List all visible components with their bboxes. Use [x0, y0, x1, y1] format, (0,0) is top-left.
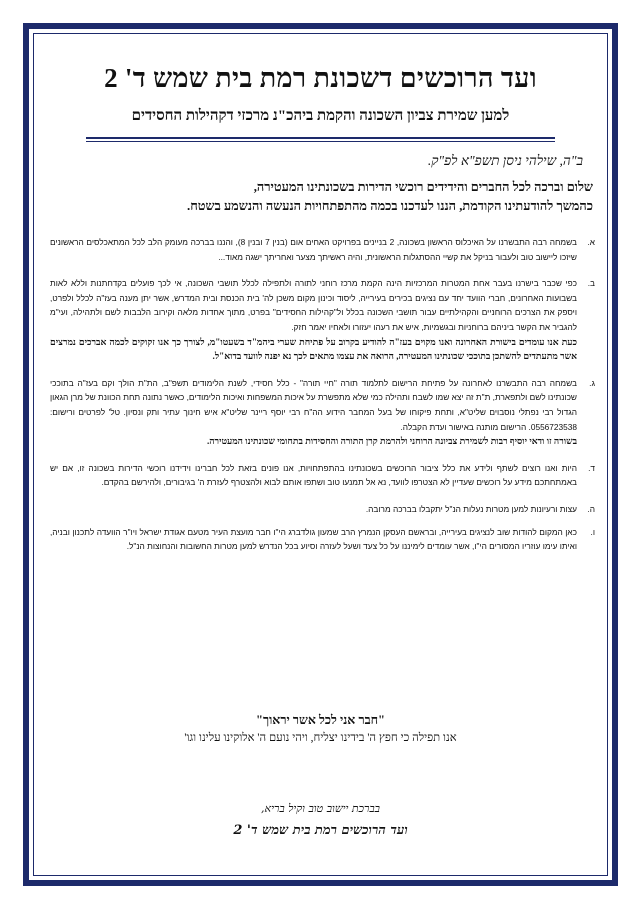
list-item [50, 235, 599, 264]
item-letter: ב. [587, 278, 595, 289]
item-paragraph: בשמחה רבה התבשרנו לאחרונה על פתיחת הרישום לתלמוד תורה "חיי תורה" - כלל חסידי, לשנת הלימודים תשפ"ב, הת"ת הולך וקם בעז"ה בתוככי שכונתינו לשם ולתפארת, ת"ת זה יצא שמו לשבח ותהילה כמי שלא מתפשרת על איכות המשפחות ואיכות הלימודים, כאשר נתונה תחת הכוונת של מרן הגאון הגדול רבי נפתלי נוסבוים שליט"א, ותחת פיקוחו של בעל המחבר הידוע הה"ח רבי יוסף ריינר שליט"א איש חינוך עתיר ותק ונסיון. טל' לפרטים ורישום: 0556723538. הרישום מותנה באישור ועדת הקבלה. [50, 377, 577, 432]
closing [40, 711, 601, 747]
list-item [50, 276, 599, 364]
item-paragraph: בשמחה רבה התבשרנו על האיכלוס הראשון בשכונה, 2 בניינים בפרויקט האחים אום (בנין 7 ובנין 8), והננו בברכה מעומק הלב לכל המתאכלסים הראשונים שיזכו ליישוב טוב ולעבור בניקל את קשיי ההסתגלות הראשונית, והיה ראשיתך מצער ואחריתך ישגה מאוד... [50, 237, 577, 262]
greeting-line-2: כהמשך להודעתינו הקודמת, הננו לעדכנו בכמה מהתפתחויות הנעשה והנשמע בשטח. [187, 199, 593, 213]
divider-thin [86, 141, 555, 142]
item-letter: ה. [587, 503, 595, 514]
signature-blessing: בברכת יישוב טוב וקיל בריא, [261, 802, 380, 815]
list-item [50, 461, 599, 490]
item-paragraph: כפי שכבר בישרנו בעבר אחת המטרות המרכזיות הינה הקמת מרכז רוחני לתורה ולתפילה לכלל תושבי השכונה, אי לכך פועלים בקדחתנות וללא לאות בשבועות האחרונים, חברי הוועד יחד עם נציגים בכירים בעירייה, ליסוד וכינון מקום משכן לה' בית הכנסת ובית המדרש, אשר יתן מענה בעז"ה לכלל ולפרט, ויספק את הצרכים הרוחניים והקהילתיים עבור תושבי השכונה בכלל ול"קהילות החסידים" בפרט, מתוך אחדות מלאה וקירוב הלבבות לשם ולתהילה, ועי"מ להגביר את הקשר ביניהם ברוחניות ובגשמיות, איש את רעהו יעזורו ולאחיו יאמר חזק. [50, 278, 577, 332]
page-title: ועד הרוכשים דשכונת רמת בית שמש ד' 2 [104, 63, 537, 93]
divider-thick [86, 137, 555, 139]
item-paragraph: עצות ורעיונות למען מטרות נעלות הנ"ל יתקבלו בברכה מרובה. [365, 503, 577, 514]
greeting [48, 178, 593, 216]
item-letter: ו. [590, 526, 595, 537]
letter-page [40, 38, 601, 870]
item-letter: ד. [588, 462, 595, 473]
list-item [50, 502, 599, 517]
item-letter: א. [587, 237, 595, 247]
signature [40, 800, 601, 844]
page-subtitle: למען שמירת צביון השכונה והקמת ביהכ"נ מרכזי דקהילות החסידים [131, 108, 510, 124]
item-paragraph: כאן המקום להודות שוב לנציגים בעירייה, ובראשם העסקן הנמרץ הרב שמעון גולדברג הי"ו חבר מועצת העיר מטעם אגודת ישראל ויו"ר הוועדה לתכנון ובניה, ואיתו עימו עוזריו המסורים הי"ו, אשר עומדים לימיננו על כל צעד ושעל לעזרה וסיוע בכל הנדרש למען מטרות החשובות והנחוצות הנ"ל. [50, 526, 577, 552]
list-item [50, 376, 599, 449]
item-paragraph-bold: כעת אנו עומדים בישורת האחרונה ואנו מקוים בעז"ה להודיע בקרוב על פתיחת שערי ביהמ"ד בשעטו"מ, לצורך כך אנו זקוקים לכמה אברכים נמרצים אשר מתעתדים להשתכן בתוככי שכונתינו המעטירה, הרואה את עצמו מתאים לכך נא יפנה לוועד בדוא"ל. [50, 336, 577, 362]
letter-date: ב"ה, שילהי ניסן תשפ"א לפ"ק. [427, 153, 583, 168]
closing-quote: "חבר אני לכל אשר יראוך" [256, 713, 385, 727]
item-paragraph-bold: בשורה זו ודאי יוסיף רבות לשמירת צביונה הרוחני ולהרמת קרן התורה והחסידות בתחומי שכונתינו המעטירה. [206, 436, 577, 447]
greeting-line-1: שלום וברכה לכל החברים והידידים רוכשי הדירות בשכונתינו המעטירה, [253, 180, 593, 194]
closing-prayer: אנו תפילה כי חפץ ה' בידינו יצליח, ויהי נועם ה' אלוקינו עלינו וגו' [184, 732, 457, 744]
item-paragraph: היות ואנו רוצים לשתף ולידע את כלל ציבור הרוכשים בשכונתינו בהתפתחויות, אנו פונים בזאת לכל חברינו וידידנו רוכשי הדירות בשכונה זו, אם יש באמתחתכם מידע על רוכשים שעדיין לא הצטרפו לוועד, נא אל תמנעו טוב ושתפו אותם לבוא ולהצטרף לעזרת ה' בגיבורים, ולהירשם בהקדם. [50, 462, 577, 488]
list-item [50, 525, 599, 554]
signature-committee: ועד הרוכשים רמת בית שמש ד' 2 [233, 823, 408, 838]
item-letter: ג. [589, 377, 595, 388]
items-list [50, 235, 599, 566]
